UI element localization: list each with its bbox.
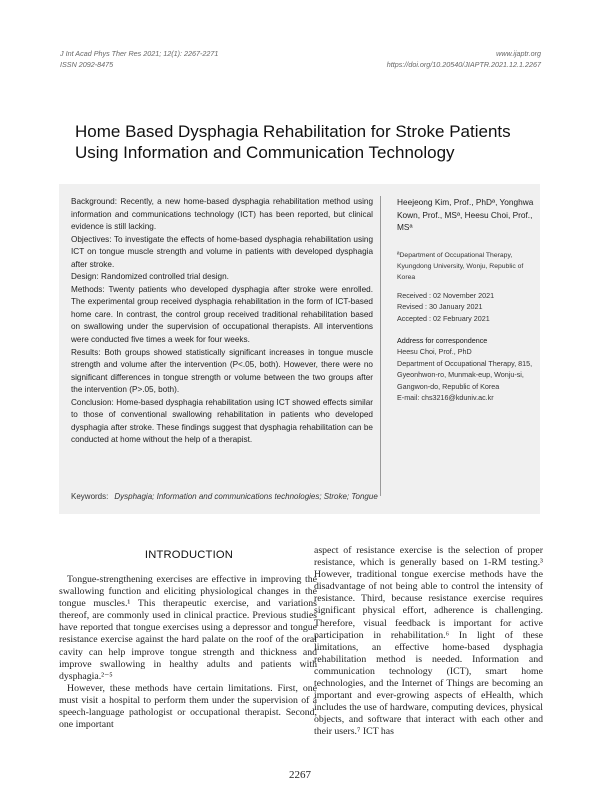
correspondence-address-2: Gyeonhwon-ro, Munmak-eup, Wonju-si, — [397, 370, 524, 380]
affiliation: ªDepartment of Occupational Therapy, Kyungdong University, Wonju, Republic of Korea — [397, 252, 524, 281]
keywords-label: Keywords: — [71, 492, 109, 501]
correspondence-address-3: Gangwon-do, Republic of Korea — [397, 381, 500, 391]
abstract-conclusion: Conclusion: Home-based dysphagia rehabilitation using ICT showed effects similar to those of conventional swallowing rehabilitation in patients who developed dysphagia after stroke. These findings suggest that dysphagia rehabilitation can be conducted at home without the help of a therapist. — [71, 397, 373, 445]
body-column-left — [59, 574, 317, 731]
received-date: Received : 02 November 2021 — [397, 291, 495, 300]
title-line-1: Home Based Dysphagia Rehabilitation for Stroke Patients — [75, 122, 511, 141]
correspondence-heading: Address for correspondence — [397, 336, 488, 345]
page-number: 2267 — [289, 769, 311, 781]
article-dates — [397, 290, 543, 324]
running-header-right — [387, 48, 541, 70]
author-list: Heejeong Kim, Prof., PhDª, Yonghwa Kown, Prof., MSª, Heesu Choi, Prof., MSª — [397, 197, 534, 233]
correspondence-address-1: Department of Occupational Therapy, 815, — [397, 358, 533, 368]
revised-date: Revised : 30 January 2021 — [397, 302, 483, 312]
abstract-methods: Methods: Twenty patients who developed dysphagia after stroke were enrolled. The experimental group received dysphagia rehabilitation in the form of ICT-based home care. In contrast, the control group received traditional rehabilitation based on swallowing under the supervision of occupational therapists. All interventions were conducted five times a week for four weeks. — [71, 284, 373, 345]
correspondence — [397, 335, 543, 403]
intro-paragraph-continued: aspect of resistance exercise is the selection of proper resistance, which is generally based on 1-RM testing.³ However, traditional tongue exercise methods have the disadvantage of not being able to control the intensity of resistance. Third, because resistance exercise requires significant physical effort, adherence is challenging. Therefore, visual feedback is important for active participation in rehabilitation.⁶ In light of these limitations, an effective home-based dysphagia rehabilitation method is needed. Information and communication technology (ICT), smart home technologies, and the Internet of Things are becoming an important and ever-growing aspects of eHealth, which includes the use of hardware, computing devices, physical objects, and software that interact with each other and their users.⁷ ICT has — [314, 545, 543, 738]
article-title — [75, 121, 545, 163]
title-line-2: Using Information and Communication Technology — [75, 143, 455, 162]
journal-citation: J Int Acad Phys Ther Res 2021; 12(1): 2267-2271 — [60, 49, 219, 58]
issn: ISSN 2092-8475 — [60, 60, 114, 69]
keywords-list: Dysphagia; Information and communications technologies; Stroke; Tongue — [114, 492, 378, 501]
keywords — [71, 492, 531, 501]
correspondence-name: Heesu Choi, Prof., PhD — [397, 347, 472, 357]
journal-site-link[interactable]: www.ijaptr.org — [496, 49, 541, 58]
abstract-results: Results: Both groups showed statistically significant increases in tongue muscle strength and volume after the intervention (P<.05, both). However, there were no significant differences in tongue strength or volume between the two groups after the intervention (P>.05, both). — [71, 347, 373, 395]
intro-paragraph-1: Tongue-strengthening exercises are effective in improving the swallowing function and eliciting physiological changes in the tongue muscles.¹ This therapeutic exercise, and variations thereof, are commonly used in clinical practice. Previous studies have reported that tongue exercises using a depressor and tongue resistance exercise against the hard palate on the roof of the oral cavity can help improve tongue strength and thickness and improve swallowing in healthy adults and patients with dysphagia.²⁻⁵ — [59, 574, 317, 682]
abstract — [71, 196, 373, 447]
accepted-date: Accepted : 02 February 2021 — [397, 313, 490, 323]
section-heading-introduction: INTRODUCTION — [144, 549, 234, 561]
abstract-divider — [380, 196, 381, 496]
abstract-objectives: Objectives: To investigate the effects of home-based dysphagia rehabilitation using ICT on tongue muscle strength and volume in patients with developed dysphagia after stroke. — [71, 234, 373, 269]
intro-paragraph-2: However, these methods have certain limitations. First, one must visit a hospital to perform them under the supervision of a speech-language pathologist or occupational therapist. Second, one important — [59, 682, 317, 731]
doi-link[interactable]: https://doi.org/10.20540/JIAPTR.2021.12.1.2267 — [386, 60, 541, 69]
running-header-left — [60, 48, 218, 70]
abstract-background: Background: Recently, a new home-based dysphagia rehabilitation method using information and communications technology (ICT) has been reported, but clinical evidence is still lacking. — [71, 197, 373, 232]
correspondence-email[interactable]: E-mail: chs3216@kduniv.ac.kr — [397, 393, 494, 403]
body-column-right — [314, 545, 543, 739]
abstract-design: Design: Randomized controlled trial design. — [71, 272, 229, 282]
